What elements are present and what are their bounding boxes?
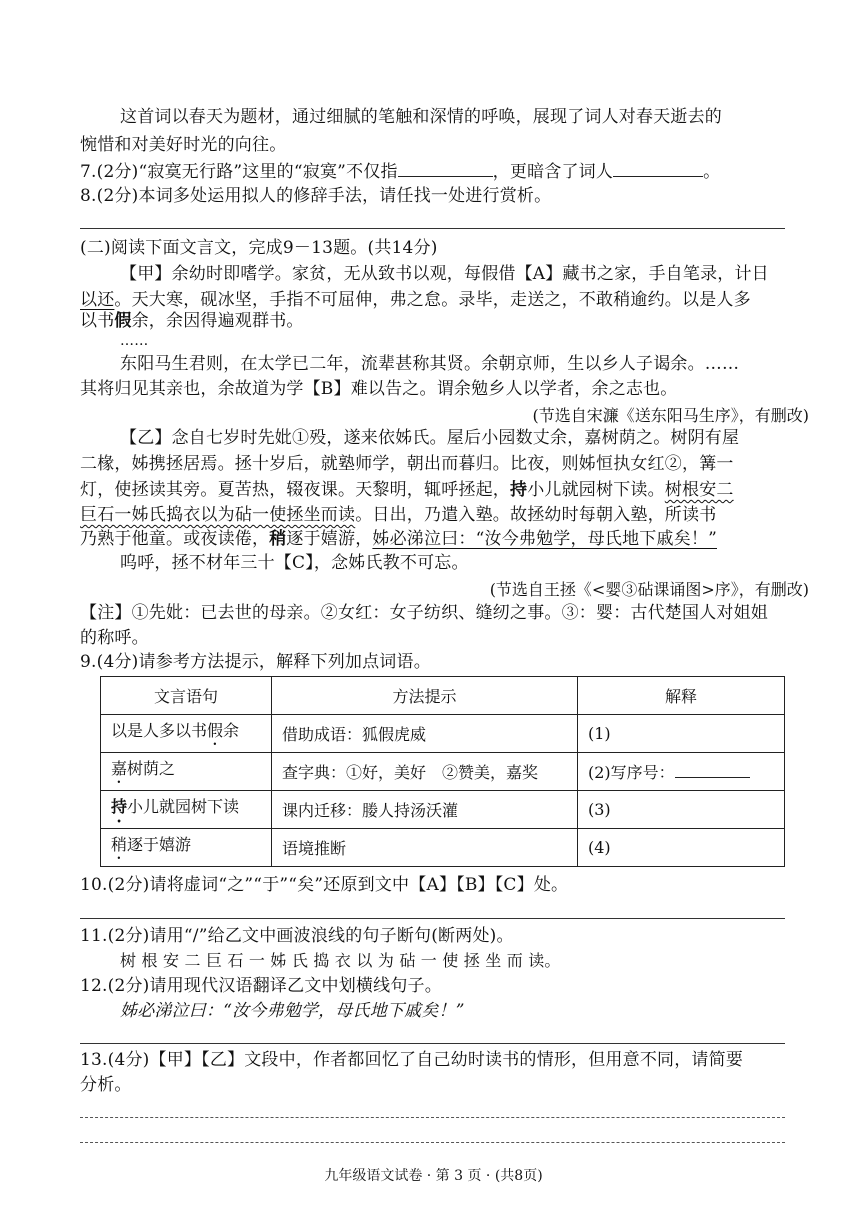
table-row [101, 791, 785, 829]
answer-cell[interactable]: (4) [578, 829, 785, 867]
passage-jia-line-5: 其将归见其亲也，余故道为学【B】难以告之。谓余勉乡人以学者，余之志也。 [80, 379, 678, 399]
q9-2-blank[interactable] [675, 761, 750, 778]
sentence-cell: 持小儿就园树下读 [101, 791, 272, 829]
question-7: 7.(2分)“寂寞无行路”这里的“寂寞”不仅指 ，更暗含了词人 。 [80, 162, 721, 182]
q13-answer-line-2[interactable] [80, 1142, 785, 1143]
question-13-line-1: 13.(4分)【甲】【乙】文段中，作者都回忆了自己幼时读书的情形，但用意不同，请简要 [80, 1050, 744, 1070]
passage-yi-line-4: 巨石一姊氏捣衣以为砧一使拯坐而读。日出，乃遣入塾。故拯幼时每朝入塾，所读书 [80, 505, 717, 525]
question-10: 10.(2分)请将虚词“之”“于”“矣”还原到文中【A】【B】【C】处。 [80, 875, 569, 895]
question-9: 9.(4分)请参考方法提示，解释下列加点词语。 [80, 652, 431, 672]
hint-cell: 借助成语：狐假虎威 [272, 715, 578, 753]
passage-yi-line-3: 灯，使拯读其旁。夏苦热，辍夜课。天黎明，辄呼拯起，持小儿就园树下读。树根安二 [80, 480, 734, 500]
section2-heading: (二)阅读下面文言文，完成9－13题。(共14分) [80, 238, 438, 258]
q7-blank-1[interactable] [398, 160, 493, 177]
poem-summary-line-1: 这首词以春天为题材，通过细腻的笔触和深情的呼唤，展现了词人对春天逝去的 [120, 107, 722, 127]
poem-summary-line-2: 惋惜和对美好时光的向往。 [80, 135, 287, 155]
passage-yi-line-6: 呜呼，拯不材年三十【C】，念姊氏教不可忘。 [120, 553, 469, 573]
q12-sentence: 姊必涕泣曰：“汝今弗勉学，母氏地下戚矣！” [120, 1001, 465, 1021]
q9-table [100, 676, 785, 867]
hint-cell: 语境推断 [272, 829, 578, 867]
q8-answer-line[interactable] [80, 228, 785, 229]
answer-cell[interactable]: (1) [578, 715, 785, 753]
q12-answer-line[interactable] [80, 1043, 785, 1044]
sentence-cell: 稍逐于嬉游 [101, 829, 272, 867]
passage-ellipsis: …… [120, 333, 149, 349]
passage-jia-line-1: 【甲】余幼时即嗜学。家贫，无从致书以观，每假借【A】藏书之家，手自笔录，计日 [120, 264, 769, 284]
question-13-line-2: 分析。 [80, 1075, 132, 1095]
annotation-line-2: 的称呼。 [80, 628, 149, 648]
page-footer: 九年级语文试卷 · 第 3 页 · (共8页) [324, 1168, 543, 1184]
sentence-cell: 以是人多以书假余 [101, 715, 272, 753]
passage-yi-line-1: 【乙】念自七岁时先妣①殁，遂来依姊氏。屋后小园数丈余，嘉树荫之。树阴有屋 [120, 428, 740, 448]
q9-table-header [101, 677, 785, 715]
q7-blank-2[interactable] [613, 160, 703, 177]
passage-jia-source: (节选自宋濂《送东阳马生序》，有删改) [532, 406, 809, 425]
hint-cell: 课内迁移：媵人持汤沃灌 [272, 791, 578, 829]
passage-yi-line-5: 乃熟于他童。或夜读倦，稍逐于嬉游，姊必涕泣曰：“汝今弗勉学，母氏地下戚矣！” [80, 529, 717, 549]
table-row [101, 829, 785, 867]
sentence-cell: 嘉树荫之 [101, 753, 272, 791]
passage-yi-source: (节选自王拯《<婴③砧课诵图>序》，有删改) [489, 580, 809, 599]
hint-cell: 查字典：①好，美好 ②赞美，嘉奖 [272, 753, 578, 791]
answer-cell[interactable]: (3) [578, 791, 785, 829]
answer-cell[interactable]: (2)写序号： [578, 753, 785, 791]
q10-answer-line[interactable] [80, 918, 785, 919]
passage-jia-line-2: 以还。天大寒，砚冰坚，手指不可屈伸，弗之怠。录毕，走送之，不敢稍逾约。以是人多 [80, 290, 751, 310]
passage-yi-line-2: 二椽，姊携拯居焉。拯十岁后，就塾师学，朝出而暮归。比夜，则姊恒执女红②，篝一 [80, 454, 734, 474]
table-row [101, 753, 785, 791]
passage-jia-line-4: 东阳马生君则，在太学已二年，流辈甚称其贤。余朝京师，生以乡人子谒余。…… [120, 354, 740, 374]
q13-answer-line-1[interactable] [80, 1117, 785, 1118]
question-8: 8.(2分)本词多处运用拟人的修辞手法，请任找一处进行赏析。 [80, 186, 552, 206]
col-header-hint: 方法提示 [272, 677, 578, 715]
col-header-sentence: 文言语句 [101, 677, 272, 715]
table-row [101, 715, 785, 753]
col-header-answer: 解释 [578, 677, 785, 715]
annotation-line-1: 【注】①先妣：已去世的母亲。②女红：女子纺织、缝纫之事。③：婴：古代楚国人对姐姐 [80, 603, 768, 623]
q11-sentence: 树 根 安 二 巨 石 一 姊 氏 捣 衣 以 为 砧 一 使 拯 坐 而 读。 [120, 951, 561, 970]
passage-jia-line-3: 以书假余，余因得遍观群书。 [80, 311, 304, 331]
question-12: 12.(2分)请用现代汉语翻译乙文中划横线句子。 [80, 976, 442, 996]
question-11: 11.(2分)请用“/”给乙文中画波浪线的句子断句(断两处)。 [80, 926, 514, 946]
